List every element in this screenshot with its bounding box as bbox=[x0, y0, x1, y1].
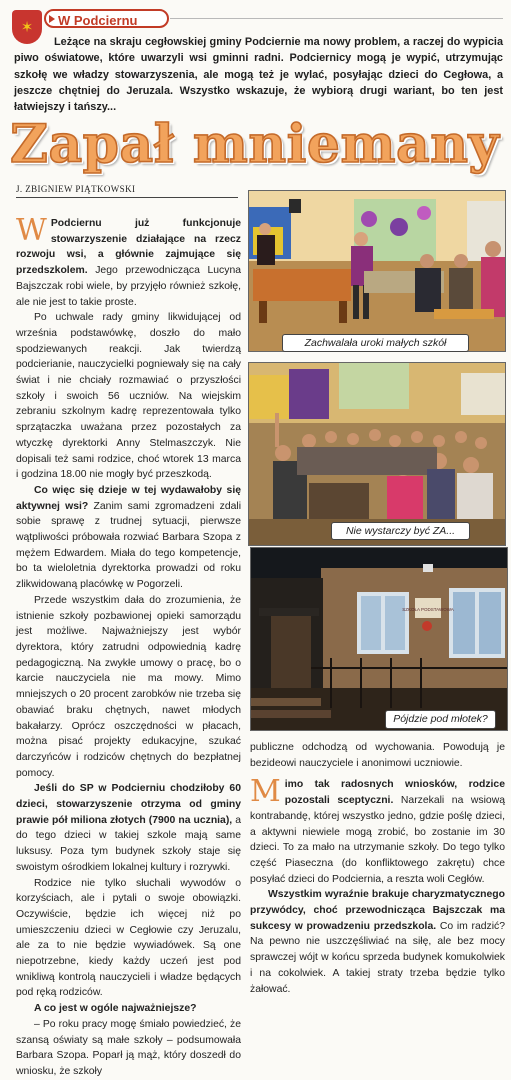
paragraph-3 bbox=[16, 483, 241, 593]
paragraph-r2 bbox=[250, 774, 505, 887]
p1-rest: Jego przewodnicząca Lucyna Bajszczak robi wiele, by przyjęło również szkołę, ale nie jest to takie proste. bbox=[16, 265, 241, 308]
p3-rest: Zanim sami zgromadzeni zdali sobie sprawę z trudnej sytuacji, pierwsze wątpliwości próbowała rozwiać Barbara Szopa z mężem Edwardem. Miała do tego kompetencje, bo ta wieloletnia dyrektorka prowadzi od roku zlikwidowaną placówkę w Pogorzeli. bbox=[16, 500, 242, 591]
photo-3-illustration bbox=[251, 548, 507, 730]
photo-audience bbox=[248, 362, 506, 546]
p5-rest: a do tego dzieci w takiej szkole mają same luksusy. Poza tym budynek szkoły staje się swoistym ośrodkiem lokalnej kultury i rozrywki. bbox=[16, 814, 241, 873]
photo-school-building bbox=[250, 547, 508, 731]
paragraph-4: Przede wszystkim dała do zrozumienia, że istnienie szkoły pozbawionej opieki samorządu jest możliwe. Najważniejszy jest wybór dyrektora, który zatrudni odpowiednią kadrę pedagogiczną. Na zwykłe umowy o pracę, bo o karcie nauczyciela nie ma mowy. Mimo mniejszych o 20 procent zarobków nie trzeba się obawiać braku chętnych, nawet młodych bakałarzy. Oprócz oszczędności w płacach, można pisać projekty edukacyjne, szukać darczyńców i rodziców chętnych do bezpłatnej pomocy. bbox=[16, 594, 241, 779]
paragraph-r1: publiczne odchodzą od wychowania. Powodują je bezideowi nauczyciele i anonimowi uczniowie. bbox=[250, 742, 505, 769]
r2-rest: Narzekali na wsiową kontrabandę, której wszystko jedno, gdzie poślę dzieci, a aktywni niewiele mogą zrobić, bo zostanie im 30 dzieci. To za mało na utrzymanie szkoły. Do tego tylko część Piaseczna (do konfliktowego zakrętu) chce posyłać dzieci do Podciernia, a reszta woli Cegłów. bbox=[250, 795, 505, 885]
photo-caption-2: Nie wystarczy być ZA... bbox=[331, 522, 470, 540]
photo-1-illustration bbox=[249, 191, 505, 351]
dropcap: W bbox=[16, 213, 47, 248]
photo-caption-3: Pójdzie pod młotek? bbox=[385, 710, 496, 729]
section-rule bbox=[170, 18, 503, 19]
photo-classroom-meeting bbox=[248, 190, 506, 352]
p3-bold: Co więc się dzieje w tej wydawałoby się aktywnej wsi? bbox=[16, 484, 241, 512]
paragraph-6: Rodzice nie tylko słuchali wywodów o korzyściach, ale i pytali o swoje obowiązki. Oczywiście, będzie ich więcej niż po umieszczeniu dzieci w Cegłowie czy Jeruzalu, ale za to nie będzie wywiadówek. Są one niepotrzebne, kiedy każdy uczeń jest pod wnikliwą kontrolą nauczycieli i władze będących pod ręką rodziców. bbox=[16, 877, 241, 999]
paragraph-5 bbox=[16, 781, 241, 875]
article-column-left bbox=[16, 213, 242, 1077]
r3-rest: Co im radzić? Na pewno nie uszczęśliwiać na siłę, ale bez mocy sprawczej wójt w końcu sprzeda budynek komukolwiek i na cokolwiek. A takiej straty trzeba będzie tylko żałować. bbox=[250, 920, 505, 995]
dropcap-2: M bbox=[250, 774, 281, 810]
article-column-right bbox=[250, 740, 505, 1024]
municipal-crest-icon: ✶ bbox=[12, 10, 42, 44]
school-sign-text: SZKOŁA PODSTAWOWA bbox=[402, 607, 454, 612]
photo-caption-1: Zachwalała uroki małych szkół bbox=[282, 334, 469, 352]
paragraph-2: Po uchwale rady gminy likwidującej od września podstawówkę, doszło do mało spodziewanych reakcji. Jak twierdzą podcierianie, nauczycielki pogniewały się na cały świat i nie chciały rozmawiać o przyszłości szkoły i swoich 56 uczniów. Na wiejskim zebraniu szkolnym kadrę reprezentowała tylko sprzątaczka uważana przez pozostałych za wtyczkę dyrektorki Anny Stelmaszczyk. Nie dopisali też sami rodzice, choć wtorek 13 marca i godzina 18.00 nie mogły być przeszkodą. bbox=[16, 312, 241, 481]
section-arrow-icon bbox=[49, 15, 55, 23]
section-label: W Podciernu bbox=[44, 9, 169, 28]
p1-bold: Podciernu już funkcjonuje stowarzyszenie działające na rzecz rozwoju wsi, a głównie zajmujące się przedszkolem. bbox=[16, 218, 241, 277]
photo-2-illustration bbox=[249, 363, 505, 545]
paragraph-7: A co jest w ogóle najważniejsze? bbox=[34, 1003, 197, 1015]
paragraph-1 bbox=[16, 213, 241, 310]
byline: J. ZBIGNIEW PIĄTKOWSKI bbox=[16, 184, 136, 194]
r3-bold: Wszystkim wyraźnie brakuje charyzmatycznego przywódcy, choć przewodnicząca Bajszczak ma sukcesy w prowadzeniu przedszkola. bbox=[250, 889, 505, 932]
p5-bold: Jeśli do SP w Podcierniu chodziłoby 60 dzieci, stowarzyszenie otrzyma od gminy prawie pół miliona złotych (7900 na ucznia), bbox=[16, 783, 241, 826]
headline: Zapał mniemany bbox=[10, 114, 500, 175]
r2-bold: imo tak radosnych wniosków, rodzice pozostali sceptyczni. bbox=[284, 779, 505, 807]
paragraph-8: – Po roku pracy mogę śmiało powiedzieć, że szansą oświaty są małe szkoły – podsumowała Barbara Szopa. Poparł ją mąż, który doszedł do wniosku, że szkoły bbox=[16, 1018, 241, 1077]
lead-paragraph: Leżące na skraju cegłowskiej gminy Podciernie ma nowy problem, a raczej do wypicia piwo oświatowe, które uwarzyli wsi gminni radni. Podciernicy mogą je wypić, utrzymując szkołę we władzy stowarzyszenia, ale mogą też je wylać, posyłając dzieci do Cegłowa, a jeszcze chętniej do Jeruzala. Wszystko wskazuje, że wybiorą drugi wariant, bo ten jest łatwiejszy i tańszy... bbox=[14, 36, 503, 114]
paragraph-r3 bbox=[250, 887, 505, 997]
byline-rule bbox=[16, 197, 238, 198]
